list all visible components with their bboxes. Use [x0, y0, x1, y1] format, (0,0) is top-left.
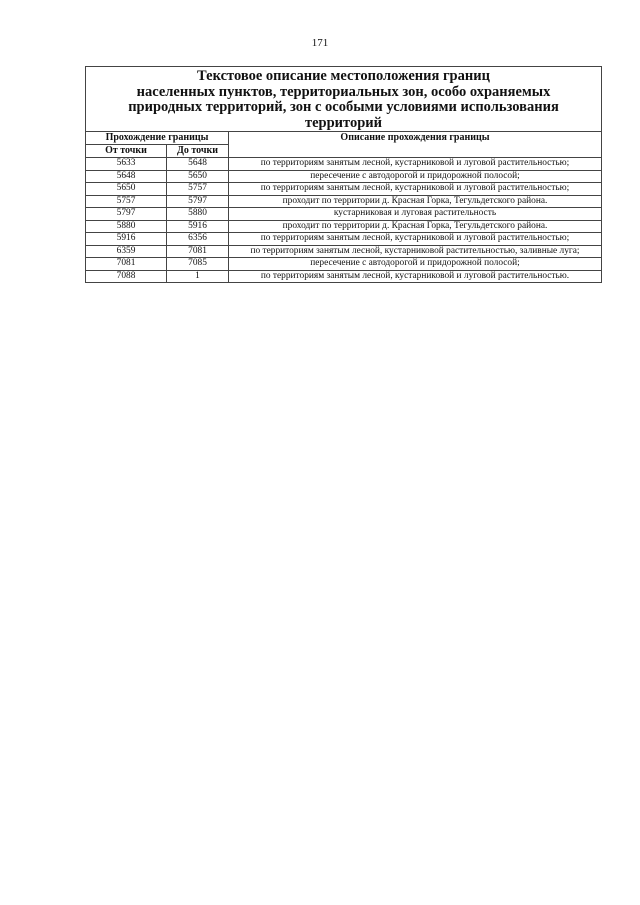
- description-cell: по территориям занятым лесной, кустарниковой растительностью, заливные луга;: [229, 245, 602, 258]
- title-line: территорий: [305, 114, 382, 131]
- point-to-cell: 5757: [167, 183, 229, 196]
- title-line: природных территорий, зон с особыми условиями использования: [128, 99, 559, 115]
- header-description: Описание прохождения границы: [229, 132, 602, 158]
- table-row: [86, 158, 602, 171]
- description-cell: пересечение с автодорогой и придорожной полосой;: [229, 170, 602, 183]
- point-to-cell: 6356: [167, 233, 229, 246]
- table-title-row: [86, 67, 602, 132]
- description-cell: проходит по территории д. Красная Горка, Тегульдетского района.: [229, 195, 602, 208]
- point-to-cell: 7081: [167, 245, 229, 258]
- point-from-cell: 5880: [86, 220, 167, 233]
- point-to-cell: 5880: [167, 208, 229, 221]
- table-row: [86, 220, 602, 233]
- table-row: [86, 170, 602, 183]
- point-from-cell: 5650: [86, 183, 167, 196]
- point-from-cell: 7081: [86, 258, 167, 271]
- description-cell: по территориям занятым лесной, кустарниковой и луговой растительностью;: [229, 158, 602, 171]
- table-row: [86, 183, 602, 196]
- point-from-cell: 7088: [86, 270, 167, 283]
- point-from-cell: 5633: [86, 158, 167, 171]
- header-to: До точки: [167, 145, 229, 158]
- header-from: От точки: [86, 145, 167, 158]
- table-row: [86, 258, 602, 271]
- point-to-cell: 5650: [167, 170, 229, 183]
- title-line: Текстовое описание местоположения границ: [197, 68, 490, 84]
- header-passage: Прохождение границы: [86, 132, 229, 145]
- description-cell: кустарниковая и луговая растительность: [229, 208, 602, 221]
- title-line: населенных пунктов, территориальных зон, особо охраняемых: [136, 83, 551, 100]
- table-row: [86, 270, 602, 283]
- description-cell: по территориям занятым лесной, кустарниковой и луговой растительностью.: [229, 270, 602, 283]
- table-row: [86, 208, 602, 221]
- point-to-cell: 7085: [167, 258, 229, 271]
- page-number: 171: [311, 37, 329, 49]
- point-from-cell: 5648: [86, 170, 167, 183]
- description-cell: проходит по территории д. Красная Горка, Тегульдетского района.: [229, 220, 602, 233]
- table-title: [86, 67, 602, 132]
- point-to-cell: 5797: [167, 195, 229, 208]
- boundary-description-table: [85, 66, 602, 283]
- table-row: [86, 245, 602, 258]
- point-from-cell: 6359: [86, 245, 167, 258]
- point-to-cell: 5648: [167, 158, 229, 171]
- description-cell: пересечение с автодорогой и придорожной полосой;: [229, 258, 602, 271]
- point-to-cell: 1: [167, 270, 229, 283]
- point-from-cell: 5797: [86, 208, 167, 221]
- header-row-1: [86, 132, 602, 145]
- table-row: [86, 195, 602, 208]
- table-row: [86, 233, 602, 246]
- point-from-cell: 5916: [86, 233, 167, 246]
- description-cell: по территориям занятым лесной, кустарниковой и луговой растительностью;: [229, 233, 602, 246]
- table-body: [86, 158, 602, 283]
- point-to-cell: 5916: [167, 220, 229, 233]
- description-cell: по территориям занятым лесной, кустарниковой и луговой растительностью;: [229, 183, 602, 196]
- point-from-cell: 5757: [86, 195, 167, 208]
